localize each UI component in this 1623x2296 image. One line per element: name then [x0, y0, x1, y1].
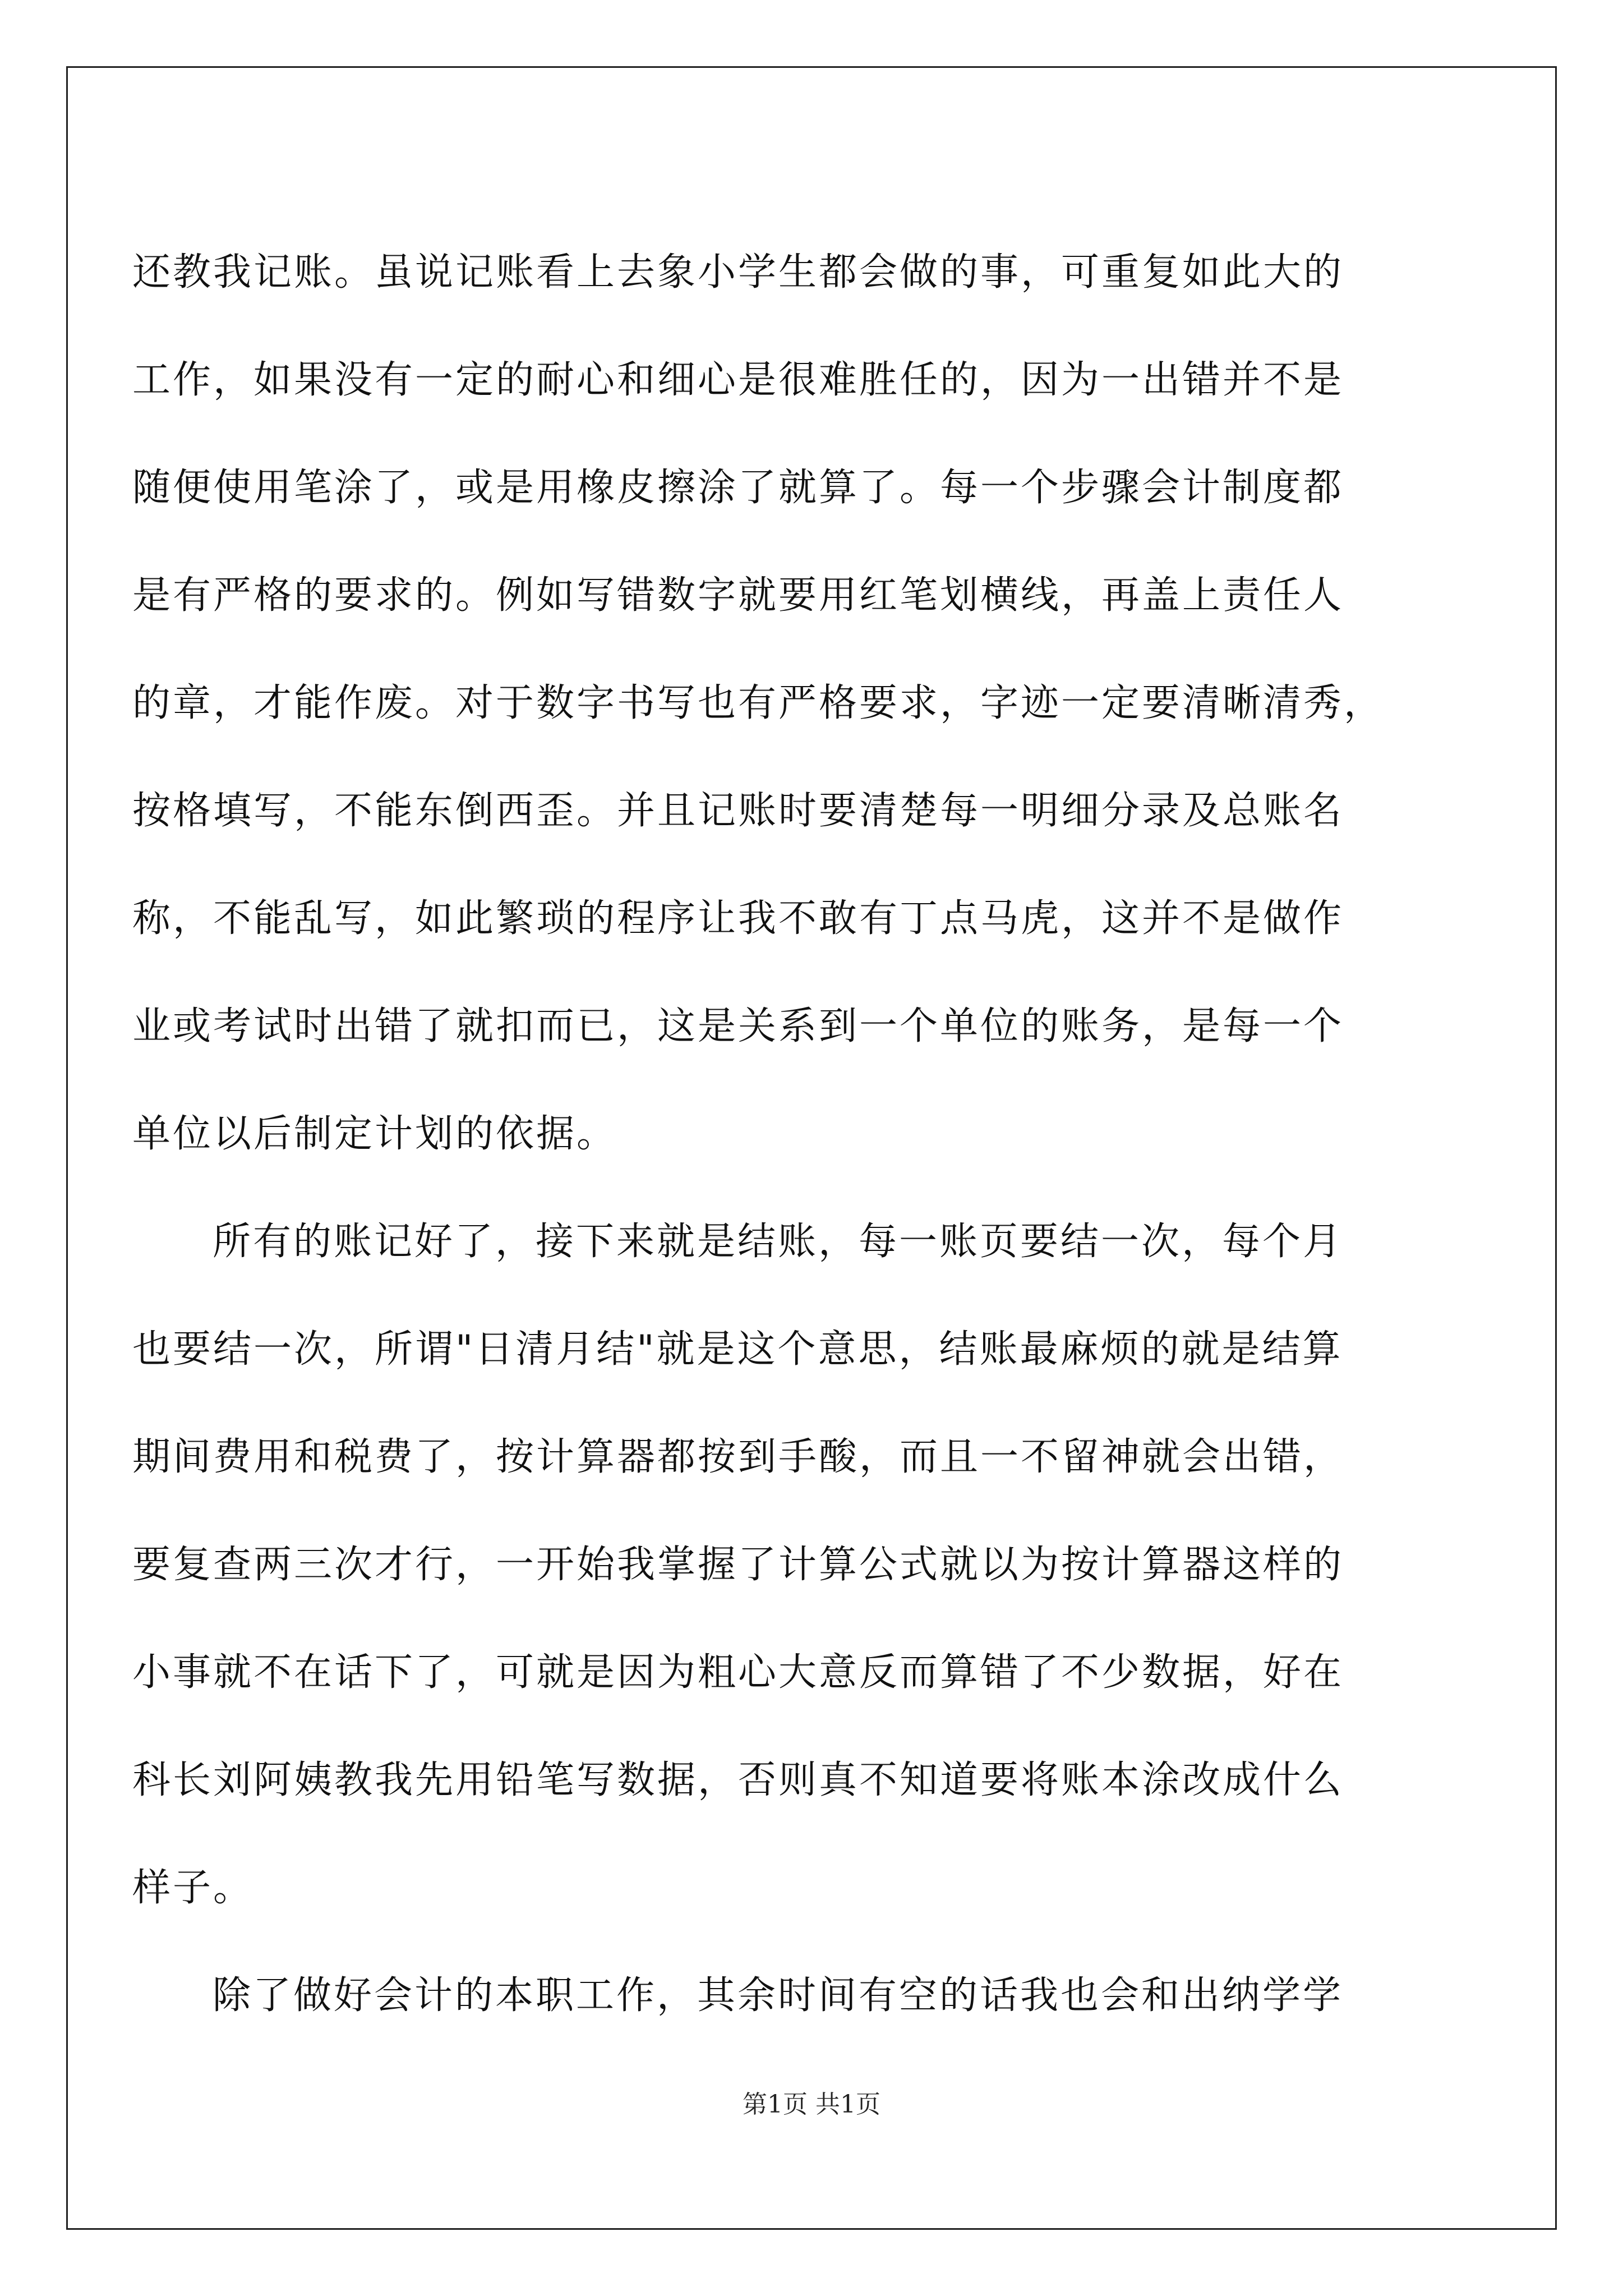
- text-line: 要复查两三次才行，一开始我掌握了计算公式就以为按计算器这样的: [132, 1543, 1344, 1587]
- text-line: 期间费用和税费了，按计算器都按到手酸，而且一不留神就会出错，: [132, 1435, 1344, 1479]
- text-line: 小事就不在话下了，可就是因为粗心大意反而算错了不少数据，好在: [132, 1650, 1344, 1695]
- text-line: 的章，才能作废。对于数字书写也有严格要求，字迹一定要清晰清秀，: [132, 681, 1385, 725]
- text-line: 工作，如果没有一定的耐心和细心是很难胜任的，因为一出错并不是: [132, 358, 1344, 402]
- text-line: 称，不能乱写，如此繁琐的程序让我不敢有丁点马虎，这并不是做作: [132, 896, 1344, 941]
- text-line: 按格填写，不能东倒西歪。并且记账时要清楚每一明细分录及总账名: [132, 789, 1344, 833]
- document-body: [132, 219, 1501, 2050]
- text-line: 单位以后制定计划的依据。: [132, 1112, 617, 1156]
- paragraph-start-line: 所有的账记好了，接下来就是结账，每一账页要结一次，每个月: [213, 1220, 1344, 1264]
- text-line: 业或考试时出错了就扣而已，这是关系到一个单位的账务，是每一个: [132, 1004, 1344, 1048]
- text-line: 是有严格的要求的。例如写错数字就要用红笔划横线，再盖上责任人: [132, 573, 1344, 618]
- text-line: 科长刘阿姨教我先用铅笔写数据，否则真不知道要将账本涂改成什么: [132, 1758, 1344, 1802]
- text-line: 还教我记账。虽说记账看上去象小学生都会做的事，可重复如此大的: [132, 250, 1344, 295]
- text-line: 随便使用笔涂了，或是用橡皮擦涂了就算了。每一个步骤会计制度都: [132, 466, 1344, 510]
- text-line: 样子。: [132, 1866, 254, 1910]
- paragraph-start-line: 除了做好会计的本职工作，其余时间有空的话我也会和出纳学学: [213, 1973, 1344, 2018]
- page-number-footer: 第1页 共1页: [743, 2090, 880, 2119]
- text-line: 也要结一次，所谓"日清月结"就是这个意思，结账最麻烦的就是结算: [132, 1327, 1343, 1372]
